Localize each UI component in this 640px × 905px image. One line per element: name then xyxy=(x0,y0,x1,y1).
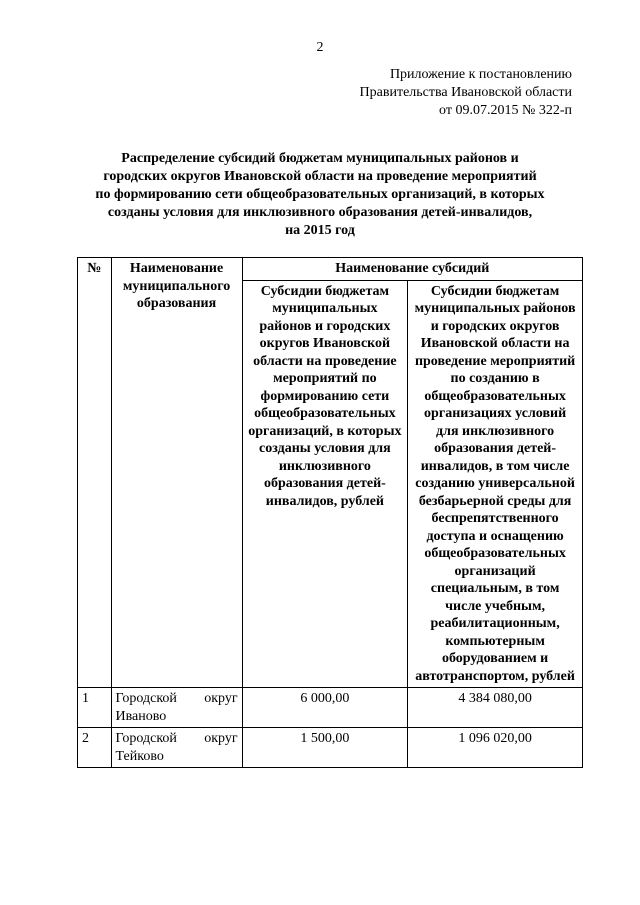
row-municipality xyxy=(111,728,242,768)
row-subsidy-2: 1 096 020,00 xyxy=(408,728,583,768)
title-line: городских округов Ивановской области на проведение мероприятий xyxy=(103,169,537,184)
title-line: по формированию сети общеобразовательных организаций, в которых xyxy=(95,187,545,202)
header-row xyxy=(78,258,583,281)
row-municipality xyxy=(111,688,242,728)
row-number: 1 xyxy=(78,688,112,728)
municipality-line: Городской округ xyxy=(115,691,238,706)
row-subsidy-2: 4 384 080,00 xyxy=(408,688,583,728)
appendix-block xyxy=(360,66,572,120)
header-subsidy-1: Субсидии бюджетам муниципальных районов и городских округов Ивановской области на проведение мероприятий по формированию сети общеобразовательных организаций, в которых созданы условия для инклюзивного образования детей-инвалидов, рублей xyxy=(242,280,408,688)
header-subsidies: Наименование субсидий xyxy=(242,258,582,281)
row-number: 2 xyxy=(78,728,112,768)
appendix-line: Правительства Ивановской области xyxy=(359,85,572,100)
document-title xyxy=(70,150,570,240)
municipality-line: Городской округ xyxy=(115,731,238,746)
header-number: № xyxy=(78,258,112,688)
municipality-line: Иваново xyxy=(115,708,167,724)
municipality-line: Тейково xyxy=(115,748,164,764)
subsidy-table xyxy=(77,257,583,768)
appendix-line: от 09.07.2015 № 322-п xyxy=(439,103,572,118)
table-row xyxy=(78,728,583,768)
header-municipality: Наименование муниципального образования xyxy=(111,258,242,688)
header-subsidy-2: Субсидии бюджетам муниципальных районов и городских округов Ивановской области на проведение мероприятий по созданию в общеобразовательных организациях условий для инклюзивного образования детей-инвалидов, в том числе созданию универсальной безбарьерной среды для беспрепятственного доступа и оснащению общеобразовательных организаций специальным, в том числе учебным, реабилитационным, компьютерным оборудованием и автотранспортом, рублей xyxy=(408,280,583,688)
appendix-line: Приложение к постановлению xyxy=(389,67,572,82)
title-line: на 2015 год xyxy=(285,223,355,238)
title-line: созданы условия для инклюзивного образования детей-инвалидов, xyxy=(107,205,533,220)
table-row xyxy=(78,688,583,728)
title-line: Распределение субсидий бюджетам муниципальных районов и xyxy=(121,151,519,166)
page-number: 2 xyxy=(316,40,324,55)
row-subsidy-1: 1 500,00 xyxy=(242,728,408,768)
row-subsidy-1: 6 000,00 xyxy=(242,688,408,728)
